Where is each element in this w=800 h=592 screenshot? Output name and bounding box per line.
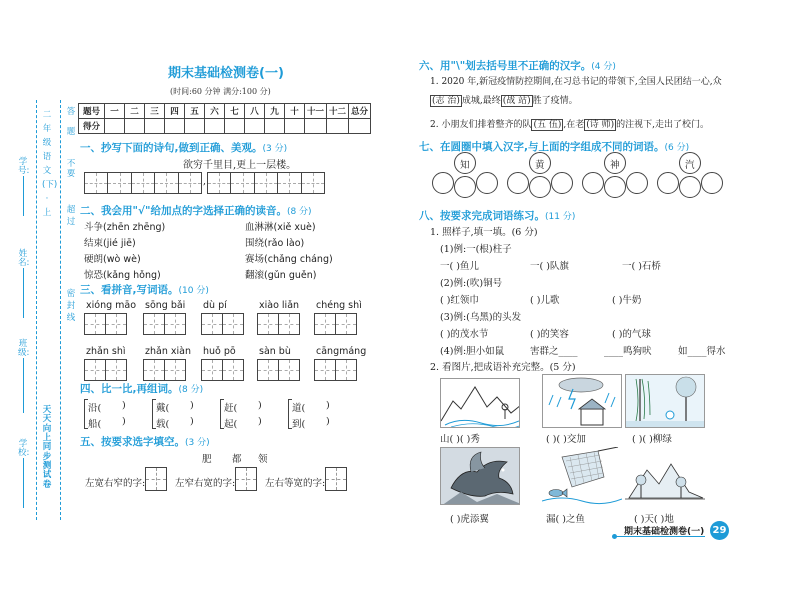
char-blank-open[interactable]: 道( — [292, 403, 306, 414]
s6-sentence-2: 2. 小朋友们排着整齐的队 (五 伍) ,在老 (诗 师) 的注视下,走出了校门。 — [430, 120, 709, 130]
s8-r2-c[interactable]: ( )牛奶 — [612, 295, 642, 306]
pic-label-6[interactable]: ( )天( )地 — [634, 514, 674, 525]
char-blank-close: ) — [326, 400, 330, 411]
cut-line — [36, 100, 37, 520]
pinyin-options[interactable]: (wò wè) — [103, 254, 141, 265]
s8-r4-b[interactable]: ____鸣狗吠 — [604, 346, 652, 357]
pronunciation-item[interactable] — [84, 267, 161, 281]
footer-dot — [612, 534, 617, 539]
writing-box[interactable] — [84, 359, 126, 381]
page-title: 期末基础检测卷(一) — [168, 66, 284, 81]
s6-sentence-1b: (志 治) 成城,最终 (战 站) 胜了疫情。 — [432, 96, 578, 106]
word: 翻滚 — [245, 270, 265, 281]
seal-char: 题 — [66, 127, 76, 137]
writing-box[interactable] — [84, 313, 126, 335]
score-header-cell: 九 — [265, 104, 285, 119]
score-cell[interactable] — [349, 119, 371, 134]
s8-r3-a[interactable]: ( )的茂水节 — [440, 329, 489, 340]
pinyin-label: xióng māo — [86, 300, 137, 311]
pinyin-options[interactable]: (kǎng hǒng) — [103, 270, 161, 281]
pic-label-3[interactable]: ( )( )柳绿 — [632, 434, 672, 445]
score-cell[interactable] — [285, 119, 305, 134]
section-2-heading: 二、我会用"√"给加点的字选择正确的读音。(8 分) — [80, 205, 312, 217]
choice-char-2: 都 — [232, 454, 242, 465]
pinyin-options[interactable]: (chǎng cháng) — [264, 254, 333, 265]
pinyin-options[interactable]: (xiě xuè) — [273, 222, 316, 233]
picture-willows — [625, 374, 705, 428]
writing-box[interactable] — [143, 359, 185, 381]
s8-r2-b[interactable]: ( )儿歌 — [530, 295, 560, 306]
score-header-cell: 十一 — [305, 104, 327, 119]
seal-line — [60, 100, 61, 520]
section-1-heading: 一、抄写下面的诗句,做到正确、美观。(3 分) — [80, 142, 288, 154]
pinyin-label: zhǎn xiàn — [145, 346, 191, 357]
s8-r3-c[interactable]: ( )的气球 — [612, 329, 651, 340]
exam-info: (时间:60 分钟 满分:100 分) — [170, 87, 271, 96]
answer-circle[interactable] — [507, 172, 529, 194]
bracket-2 — [152, 399, 156, 429]
writing-box[interactable] — [314, 359, 356, 381]
answer-circle[interactable] — [582, 172, 604, 194]
answer-circle[interactable] — [679, 176, 701, 198]
choice-char-3: 领 — [258, 454, 268, 465]
seal-char: 不 — [66, 159, 76, 169]
answer-circle[interactable] — [454, 176, 476, 198]
s6-sentence-1: 1. 2020 年,新冠疫情防控期间,在习总书记的带领下,全国人民团结一心,众 — [430, 77, 722, 87]
pinyin-label: zhǎn shì — [86, 346, 126, 357]
pinyin-label: cāngmáng — [316, 346, 367, 357]
bracket-4 — [288, 399, 292, 429]
s8-r3-b[interactable]: ( )的笑容 — [530, 329, 569, 340]
score-header-cell: 五 — [185, 104, 205, 119]
answer-circle[interactable] — [551, 172, 573, 194]
score-cell[interactable] — [105, 119, 125, 134]
word: 结束 — [84, 238, 104, 249]
pronunciation-item[interactable] — [84, 219, 165, 233]
footer-title: 期末基础检测卷(一) — [624, 527, 705, 537]
pinyin-label: dù pí — [203, 300, 227, 311]
char-blank-close: ) — [122, 416, 126, 427]
char-blank-open[interactable]: 起( — [224, 419, 238, 430]
pronunciation-item[interactable] — [84, 235, 136, 249]
score-cell[interactable] — [305, 119, 327, 134]
answer-circle[interactable] — [529, 176, 551, 198]
score-header-cell: 六 — [205, 104, 225, 119]
pronunciation-item[interactable] — [245, 235, 304, 249]
writing-box[interactable] — [314, 313, 356, 335]
s8-r2-a[interactable]: ( )红领巾 — [440, 295, 479, 306]
score-cell[interactable] — [185, 119, 205, 134]
source-char: 知 — [460, 160, 470, 171]
s8-r1-b[interactable]: 一( )队旗 — [530, 261, 569, 272]
word: 赛场 — [245, 254, 265, 265]
copy-grid-1[interactable] — [84, 172, 202, 194]
pinyin-label: chéng shì — [316, 300, 362, 311]
s8-r4-c[interactable]: 如____得水 — [678, 346, 726, 357]
char-blank-open[interactable]: 载( — [156, 419, 170, 430]
writing-box[interactable] — [201, 359, 243, 381]
section-5-heading: 五、按要求选字填空。(3 分) — [80, 436, 210, 448]
char-blank-close: ) — [258, 400, 262, 411]
fill-label: 左窄右宽的字: — [175, 478, 236, 489]
pinyin-options[interactable]: (jié jiē) — [103, 238, 136, 249]
bracket-3 — [220, 399, 224, 429]
score-cell[interactable] — [125, 119, 145, 134]
choice-zhan[interactable]: (战 站) — [502, 96, 531, 106]
s8-r1-c[interactable]: 一( )石桥 — [622, 261, 661, 272]
score-cell[interactable] — [205, 119, 225, 134]
answer-circle[interactable] — [626, 172, 648, 194]
s8-example-4: (4)例:胆小如鼠 — [440, 346, 505, 357]
writing-box[interactable] — [257, 313, 299, 335]
pinyin-label: huǒ pō — [203, 346, 236, 357]
pinyin-label: sōng bǎi — [145, 300, 186, 311]
picture-storm — [542, 374, 622, 428]
pic-label-2[interactable]: ( )( )交加 — [546, 434, 586, 445]
score-table-row — [79, 119, 371, 134]
pronunciation-item[interactable] — [84, 251, 141, 265]
source-char: 黄 — [535, 160, 545, 171]
pic-label-5[interactable]: 漏( )之鱼 — [546, 514, 585, 525]
pic-label-4[interactable]: ( )虎添翼 — [450, 514, 489, 525]
fill-char-box[interactable] — [325, 467, 347, 491]
pic-label-1[interactable]: 山( )( )秀 — [440, 434, 480, 445]
score-header-cell: 四 — [165, 104, 185, 119]
section-6-heading: 六、用"\"划去括号里不正确的汉字。(4 分) — [419, 60, 616, 72]
char-blank-close: ) — [326, 416, 330, 427]
fill-label: 左右等宽的字: — [265, 478, 326, 489]
choice-char-1: 肥 — [202, 454, 212, 465]
student-id-field: 学号: — [18, 157, 30, 176]
s8-example-1: (1)例:一(根)柱子 — [440, 244, 512, 255]
writing-box[interactable] — [257, 359, 299, 381]
class-field: 班级: — [18, 339, 30, 358]
choice-wu[interactable]: (五 伍) — [533, 120, 562, 130]
word: 血淋淋 — [245, 222, 274, 233]
char-blank-close: ) — [122, 400, 126, 411]
section-8-heading: 八、按要求完成词语练习。(11 分) — [419, 210, 576, 222]
char-blank-open[interactable]: 到( — [292, 419, 306, 430]
score-cell[interactable] — [327, 119, 349, 134]
grade-line-text: 二年级语文(下)·上 — [42, 110, 58, 219]
word: 围绕 — [245, 238, 265, 249]
score-header-cell: 八 — [245, 104, 265, 119]
word: 斗争 — [84, 222, 104, 233]
score-row-label: 得分 — [79, 119, 105, 134]
section-3-heading: 三、看拼音,写词语。(10 分) — [80, 284, 209, 296]
answer-circle[interactable] — [476, 172, 498, 194]
char-blank-open[interactable]: 赶( — [224, 403, 238, 414]
score-header-cell: 七 — [225, 104, 245, 119]
picture-heaven-earth — [625, 452, 705, 505]
section-7-heading: 七、在圆圈中填入汉字,与上面的字组成不同的词语。(6 分) — [419, 141, 690, 153]
s8-example-3: (3)例:(乌黑)的头发 — [440, 312, 522, 323]
score-cell[interactable] — [145, 119, 165, 134]
score-header-cell: 二 — [125, 104, 145, 119]
poem-text: 欲穷千里目,更上一层楼。 — [183, 160, 297, 171]
choice-zhi[interactable]: (志 治) — [432, 96, 460, 106]
char-blank-open[interactable]: 船( — [88, 419, 102, 430]
seal-char: 答 — [66, 107, 76, 117]
char-blank-open[interactable]: 戴( — [156, 403, 170, 414]
picture-mountains — [440, 378, 520, 428]
score-header-cell: 十 — [285, 104, 305, 119]
char-blank-close: ) — [190, 416, 194, 427]
char-blank-close: ) — [190, 400, 194, 411]
score-header-cell: 三 — [145, 104, 165, 119]
seal-char: 过 — [66, 217, 76, 227]
writing-box[interactable] — [201, 313, 243, 335]
answer-circle[interactable] — [432, 172, 454, 194]
seal-char: 封 — [66, 301, 76, 311]
section-4-heading: 四、比一比,再组词。(8 分) — [80, 383, 204, 395]
fill-char-box[interactable] — [145, 467, 167, 491]
pronunciation-item[interactable] — [245, 219, 316, 233]
school-field: 学校: — [18, 439, 30, 458]
s8-r1-a[interactable]: 一( )鱼儿 — [440, 261, 479, 272]
char-blank-open[interactable]: 沿( — [88, 403, 102, 414]
word: 硬朗 — [84, 254, 104, 265]
brand-text: 天天向上同步测试卷 — [42, 405, 52, 490]
score-cell[interactable] — [225, 119, 245, 134]
s8-r4-a[interactable]: 害群之____ — [530, 346, 578, 357]
score-table-header — [79, 104, 371, 119]
pinyin-options[interactable]: (zhēn zhēng) — [103, 222, 166, 233]
s8-example-2: (2)例:(吹)铜号 — [440, 278, 503, 289]
pronunciation-item[interactable] — [245, 267, 316, 281]
binding-margin — [0, 0, 80, 592]
score-header-cell: 题号 — [79, 104, 105, 119]
source-char: 汽 — [685, 160, 695, 171]
answer-circle[interactable] — [657, 172, 679, 194]
pinyin-options[interactable]: (rǎo lào) — [264, 238, 305, 249]
answer-circle[interactable] — [701, 172, 723, 194]
seal-char: 线 — [66, 313, 76, 323]
pinyin-options[interactable]: (gǔn guěn) — [264, 270, 317, 281]
score-header-cell: 一 — [105, 104, 125, 119]
seal-char: 超 — [66, 205, 76, 215]
bracket-1 — [84, 399, 88, 429]
source-char: 神 — [610, 160, 620, 171]
writing-box[interactable] — [143, 313, 185, 335]
s8-q2: 2. 看图片,把成语补充完整。(5 分) — [430, 362, 576, 373]
char-blank-close: ) — [258, 416, 262, 427]
score-cell[interactable] — [265, 119, 285, 134]
choice-shi[interactable]: (诗 师) — [586, 120, 615, 130]
pronunciation-item[interactable] — [245, 251, 333, 265]
page-number: 29 — [710, 521, 729, 540]
score-cell[interactable] — [165, 119, 185, 134]
seal-char: 密 — [66, 289, 76, 299]
seal-char: 要 — [66, 169, 76, 179]
pinyin-label: xiào liǎn — [259, 300, 300, 311]
score-table — [78, 103, 371, 134]
score-header-cell: 总分 — [349, 104, 371, 119]
fill-char-box[interactable] — [235, 467, 257, 491]
copy-grid-2[interactable] — [207, 172, 325, 194]
word: 惊恐 — [84, 270, 104, 281]
picture-net-fish — [542, 447, 622, 505]
score-header-cell: 十二 — [327, 104, 349, 119]
score-cell[interactable] — [245, 119, 265, 134]
fill-label: 左宽右窄的字: — [85, 478, 146, 489]
pinyin-label: sàn bù — [259, 346, 291, 357]
name-field: 姓名: — [18, 249, 30, 268]
picture-winged-tiger — [440, 447, 520, 505]
answer-circle[interactable] — [604, 176, 626, 198]
s8-q1: 1. 照样子,填一填。(6 分) — [430, 227, 538, 238]
